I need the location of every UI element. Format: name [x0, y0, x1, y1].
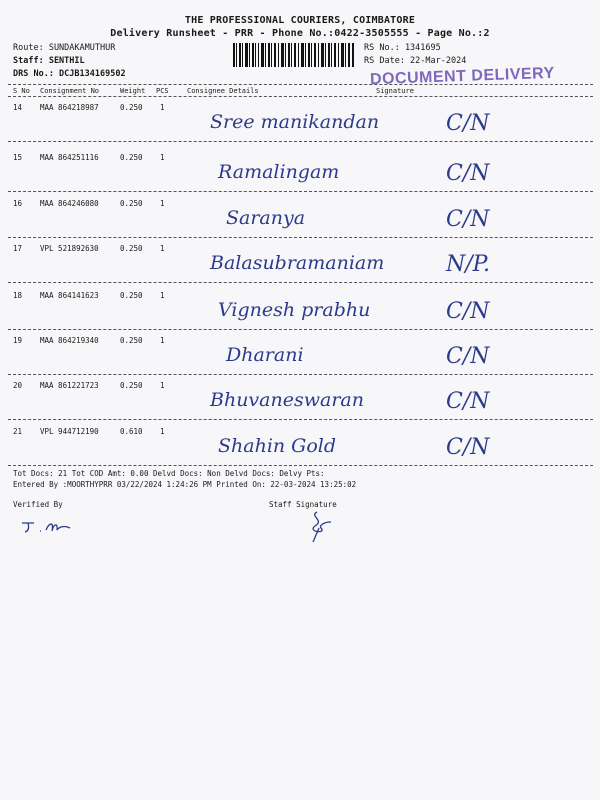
row-consignee-name: Dharani [226, 344, 304, 366]
row-divider [8, 191, 593, 192]
route-info [13, 42, 126, 81]
document-delivery-stamp: DOCUMENT DELIVERY [369, 64, 556, 89]
row-weight: 0.250 [120, 381, 143, 390]
row-pcs: 1 [160, 153, 165, 162]
row-sno: 14 [13, 103, 23, 112]
row-weight: 0.250 [120, 291, 143, 300]
row-consignment-no: MAA 864246080 [40, 199, 99, 208]
drs-label: DRS No.: DCJB134169502 [13, 69, 126, 79]
row-pcs: 1 [160, 336, 165, 345]
row-consignee-name: Saranya [226, 207, 306, 229]
col-signature: Signature [376, 87, 414, 95]
row-signature: C/N [446, 111, 490, 136]
rs-info [364, 42, 466, 68]
document-subtitle: Delivery Runsheet - PRR - Phone No.:0422-3505555 - Page No.:2 [110, 28, 490, 39]
row-pcs: 1 [160, 381, 165, 390]
row-consignment-no: VPL 521892630 [40, 244, 99, 253]
row-pcs: 1 [160, 244, 165, 253]
row-divider [8, 282, 593, 283]
row-divider [8, 141, 593, 142]
row-signature: C/N [446, 161, 490, 186]
verified-by-label: Verified By [13, 500, 63, 509]
row-signature: N/P. [446, 252, 490, 277]
staff-signature-label: Staff Signature [269, 500, 337, 509]
row-divider [8, 374, 593, 375]
row-sno: 19 [13, 336, 23, 345]
row-consignment-no: MAA 864141623 [40, 291, 99, 300]
row-consignment-no: MAA 864251116 [40, 153, 99, 162]
row-consignee-name: Ramalingam [218, 161, 340, 183]
row-weight: 0.250 [120, 153, 143, 162]
col-pcs: PCS [156, 87, 169, 95]
row-pcs: 1 [160, 291, 165, 300]
row-consignee-name: Vignesh prabhu [218, 299, 371, 321]
staff-signature-mark [305, 510, 335, 544]
col-consignee: Consignee Details [187, 87, 259, 95]
document-title: THE PROFESSIONAL COURIERS, COIMBATORE [184, 15, 416, 26]
header-divider-top [8, 84, 593, 85]
row-sno: 16 [13, 199, 23, 208]
col-sno: S No [13, 87, 30, 95]
row-sno: 18 [13, 291, 23, 300]
row-consignment-no: MAA 864218987 [40, 103, 99, 112]
row-signature: C/N [446, 344, 490, 369]
row-signature: C/N [446, 299, 490, 324]
col-weight: Weight [120, 87, 146, 95]
row-sno: 17 [13, 244, 23, 253]
row-weight: 0.250 [120, 244, 143, 253]
row-weight: 0.250 [120, 103, 143, 112]
col-consignment: Consignment No [40, 87, 100, 95]
row-weight: 0.250 [120, 199, 143, 208]
row-consignee-name: Shahin Gold [218, 435, 337, 457]
row-divider [8, 465, 593, 466]
row-consignee-name: Balasubramaniam [210, 252, 385, 274]
row-consignment-no: MAA 861221723 [40, 381, 99, 390]
row-weight: 0.610 [120, 427, 143, 436]
row-weight: 0.250 [120, 336, 143, 345]
verified-by-signature [20, 517, 75, 537]
entered-by-line: Entered By :MOORTHYPRR 03/22/2024 1:24:26 PM Printed On: 22-03-2024 13:25:02 [13, 480, 357, 489]
row-signature: C/N [446, 389, 490, 414]
row-consignee-name: Bhuvaneswaran [210, 389, 364, 411]
row-pcs: 1 [160, 199, 165, 208]
barcode [233, 43, 355, 67]
row-pcs: 1 [160, 103, 165, 112]
row-sno: 21 [13, 427, 23, 436]
row-pcs: 1 [160, 427, 165, 436]
row-consignee-name: Sree manikandan [210, 111, 380, 133]
row-divider [8, 237, 593, 238]
row-signature: C/N [446, 435, 490, 460]
rs-number: RS No.: 1341695 [364, 43, 441, 53]
row-signature: C/N [446, 207, 490, 232]
row-divider [8, 329, 593, 330]
row-sno: 20 [13, 381, 23, 390]
row-divider [8, 419, 593, 420]
totals-line: Tot Docs: 21 Tot COD Amt: 0.00 Delvd Docs: Non Delvd Docs: Delvy Pts: [13, 469, 325, 478]
header-divider-bottom [8, 96, 593, 97]
staff-label: Staff: SENTHIL [13, 56, 85, 66]
rs-date: RS Date: 22-Mar-2024 [364, 56, 467, 66]
row-consignment-no: VPL 944712190 [40, 427, 99, 436]
row-sno: 15 [13, 153, 23, 162]
route-label: Route: SUNDAKAMUTHUR [13, 43, 116, 53]
row-consignment-no: MAA 864219340 [40, 336, 99, 345]
